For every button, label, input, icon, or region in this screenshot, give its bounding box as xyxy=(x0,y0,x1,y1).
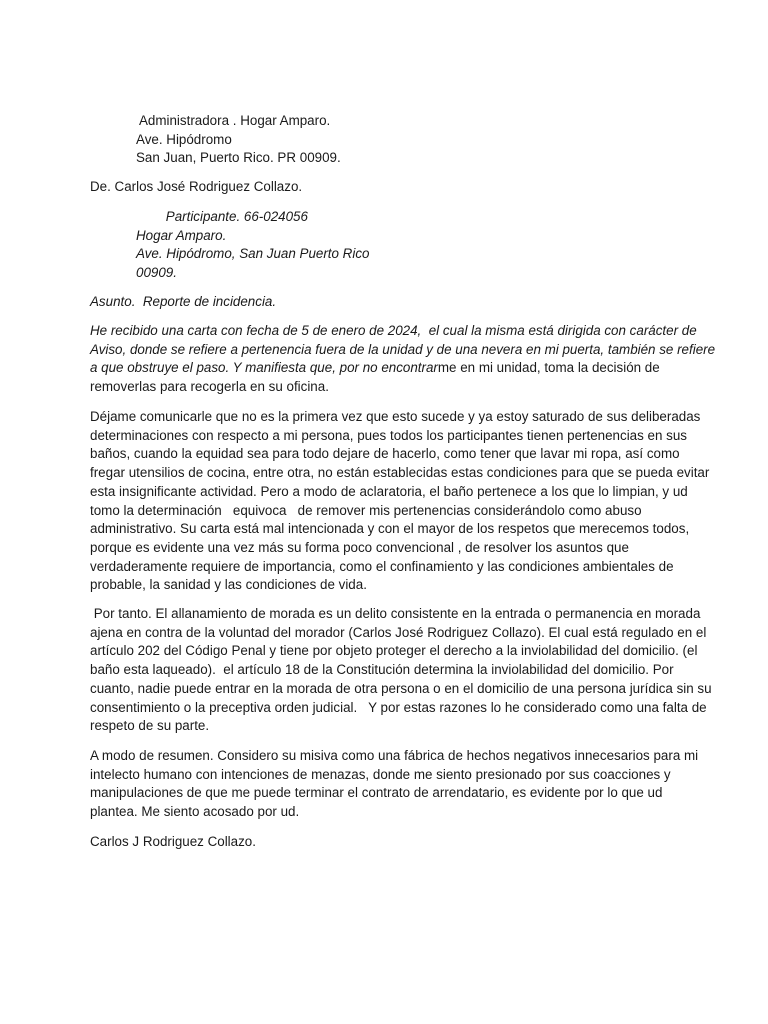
participant-line: Participante. 66-024056 xyxy=(136,209,308,224)
sender-line: De. Carlos José Rodriguez Collazo. xyxy=(90,179,303,194)
participant-block xyxy=(136,208,726,283)
paragraph-line-mixed xyxy=(90,359,680,378)
paragraph-line: probable, la sanidad y las condiciones de vida. xyxy=(90,577,367,593)
paragraph-line: A modo de resumen. Considero su misiva como una fábrica de hechos negativos innecesarios para mi xyxy=(90,748,699,763)
body-paragraph-1 xyxy=(90,322,716,397)
signature-block xyxy=(90,833,680,852)
signature-line: Carlos J Rodriguez Collazo. xyxy=(90,834,256,849)
paragraph-line: He recibido una carta con fecha de 5 de enero de 2024, el cual la misma está dirigida con carácter de xyxy=(90,323,697,338)
paragraph-line-regular-part: me en mi unidad, toma la decisión de xyxy=(437,360,660,376)
subject-line xyxy=(90,293,680,312)
recipient-address xyxy=(136,112,726,168)
body-paragraph-3 xyxy=(90,605,712,736)
paragraph-line: tomo la determinación equivoca de remover mis pertenencias considerándolo como abuso xyxy=(90,502,642,518)
recipient-line: San Juan, Puerto Rico. PR 00909. xyxy=(136,150,341,166)
participant-line: Hogar Amparo. xyxy=(136,227,227,243)
paragraph-line: Por tanto. El allanamiento de morada es un delito consistente en la entrada o permanencia en morada xyxy=(90,606,701,621)
paragraph-line: administrativo. Su carta está mal intencionada y con el mayor de los respetos que merecemos todos, xyxy=(90,521,690,537)
subject-text: Asunto. Reporte de incidencia. xyxy=(90,294,277,309)
paragraph-line: verdaderamente requiere de importancia, como el confinamiento y las condiciones ambientales de xyxy=(90,558,674,574)
paragraph-line: manipulaciones de que me puede terminar el contrato de arrendatario, es evidente por lo que ud xyxy=(90,785,663,801)
recipient-line: Administradora . Hogar Amparo. xyxy=(136,113,331,128)
paragraph-line: fregar utensilios de cocina, entre otra, no están establecidas estas condiciones para que se pueda evitar xyxy=(90,465,710,481)
paragraph-line: intelecto humano con intenciones de menazas, donde me siento presionado por sus coacciones y xyxy=(90,766,671,782)
paragraph-line: baño esta laqueado). el artículo 18 de la Constitución determina la inviolabilidad del domicilio. Por xyxy=(90,662,674,678)
paragraph-line: plantea. Me siento acosado por ud. xyxy=(90,804,300,820)
body-paragraph-4 xyxy=(90,747,699,822)
paragraph-line: removerlas para recogerla en su oficina. xyxy=(90,379,329,395)
recipient-line: Ave. Hipódromo xyxy=(136,131,232,147)
paragraph-line: cuanto, nadie puede entrar en la morada de otra persona o en el domicilio de una persona jurídica sin su xyxy=(90,680,712,696)
paragraph-line: ajena en contra de la voluntad del morador (Carlos José Rodriguez Collazo). El cual está regulado en el xyxy=(90,624,707,640)
paragraph-line: porque es evidente una vez más su forma poco convencional , de resolver los asuntos que xyxy=(90,539,629,555)
sender-block xyxy=(90,178,680,197)
paragraph-line: baños, cuando la equidad sea para todo dejare de hacerlo, como tener que lavar mi ropa, así como xyxy=(90,446,680,462)
participant-line: Ave. Hipódromo, San Juan Puerto Rico xyxy=(136,246,370,262)
participant-line: 00909. xyxy=(136,265,177,281)
paragraph-line-italic-part: a que obstruye el paso. Y manifiesta que, por no encontrar xyxy=(90,360,438,376)
paragraph-line: Déjame comunicarle que no es la primera vez que esto sucede y ya estoy saturado de sus deliberadas xyxy=(90,409,701,424)
paragraph-line: Aviso, donde se refiere a pertenencia fuera de la unidad y de una nevera en mi puerta, también se refiere xyxy=(90,341,716,357)
paragraph-line: esta insignificante actividad. Pero a modo de aclaratoria, el baño pertenece a los que lo limpian, y ud xyxy=(90,483,688,499)
paragraph-line: respeto de su parte. xyxy=(90,718,210,734)
paragraph-line: consentimiento o la preceptiva orden judicial. Y por estas razones lo he considerado como una falta de xyxy=(90,699,707,715)
body-paragraph-2 xyxy=(90,408,710,595)
paragraph-line: determinaciones con respecto a mi persona, pues todos los participantes tienen pertenencias en sus xyxy=(90,427,687,443)
paragraph-line: artículo 202 del Código Penal y tiene por objeto proteger el derecho a la inviolabilidad del domicilio. (el xyxy=(90,643,698,659)
